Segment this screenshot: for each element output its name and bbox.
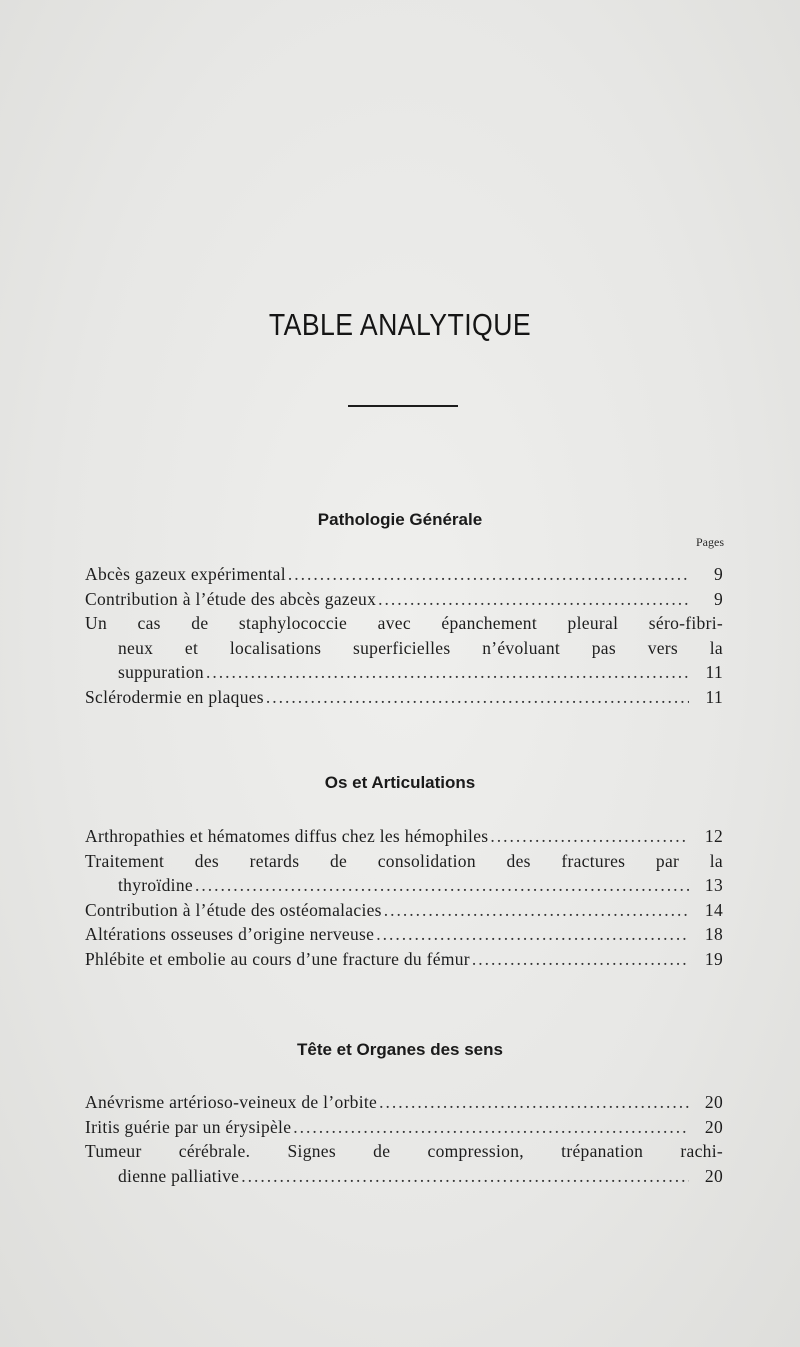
leader-dots [293,1115,689,1140]
entry-text: Altérations osseuses d’origine nerveuse [85,924,375,944]
leader-dots [490,824,689,849]
title-rule [348,405,458,407]
toc-entry[interactable] [85,824,723,849]
entry-text: Iritis guérie par un érysipèle [85,1116,292,1137]
leader-dots [378,587,689,612]
entry-text: Sclérodermie en plaques [85,686,264,707]
toc-entry[interactable] [85,562,723,587]
entry-text: Tumeur cérébrale. Signes de compression, trépanation rachi- [85,1141,723,1161]
toc-entry[interactable] [85,947,723,972]
entry-page: 19 [704,948,723,969]
entry-text: Anévrisme artérioso-veineux de l’orbite [85,1092,378,1112]
leader-dots [472,947,689,972]
pages-column-label: Pages [696,535,724,549]
entry-text-continued: thyroïdine [118,875,193,895]
entry-page: 9 [713,588,723,609]
entry-page: 11 [705,662,723,682]
leader-dots [241,1164,689,1189]
section-heading-tete: Tête et Organes des sens [297,1040,503,1059]
toc-entry[interactable] [85,587,723,612]
toc-entry[interactable] [85,922,723,947]
toc-entry[interactable] [85,1090,723,1115]
entry-text-continued: suppuration [118,662,204,682]
entry-text: Contribution à l’étude des abcès gazeux [85,588,377,609]
entry-text: Abcès gazeux expérimental [85,564,286,584]
toc-entry[interactable] [85,1115,723,1140]
toc-entry[interactable] [85,685,723,710]
entry-page: 20 [704,1116,723,1137]
entry-page: 18 [704,924,723,944]
section-heading-pathologie: Pathologie Générale [317,510,483,529]
leader-dots [195,873,689,898]
leader-dots [288,562,689,587]
entry-text: Phlébite et embolie au cours d’une fracture du fémur [85,948,470,969]
entry-page: 9 [713,564,723,584]
entry-text: Contribution à l’étude des ostéomalacies [85,899,382,920]
entry-page: 13 [704,875,723,895]
entry-text: Traitement des retards de consolidation des fractures par la [85,850,723,871]
entry-text: Un cas de staphylococcie avec épanchement pleural séro-fibri- [85,613,723,633]
toc-entry[interactable] [85,849,723,898]
entry-text: Arthropathies et hématomes diffus chez les hémophiles [85,826,489,846]
section-entries-tete [85,1090,723,1188]
leader-dots [379,1090,689,1115]
toc-entry[interactable] [85,611,723,685]
section-entries-os [85,824,723,971]
leader-dots [376,922,689,947]
toc-entry[interactable] [85,1139,723,1188]
entry-page: 20 [704,1092,723,1112]
entry-text-continued: dienne palliative [118,1165,240,1186]
entry-page: 11 [705,686,723,707]
entry-page: 12 [704,826,723,846]
leader-dots [384,898,689,923]
section-heading-os: Os et Articulations [324,773,476,792]
entry-page: 20 [704,1165,723,1186]
toc-entry[interactable] [85,898,723,923]
page-title: TABLE ANALYTIQUE [268,307,532,342]
leader-dots [206,660,689,685]
entry-page: 14 [704,899,723,920]
entry-text-continued: neux et localisations superficielles n’évoluant pas vers la [118,637,723,658]
section-entries-pathologie [85,562,723,709]
leader-dots [266,685,689,710]
